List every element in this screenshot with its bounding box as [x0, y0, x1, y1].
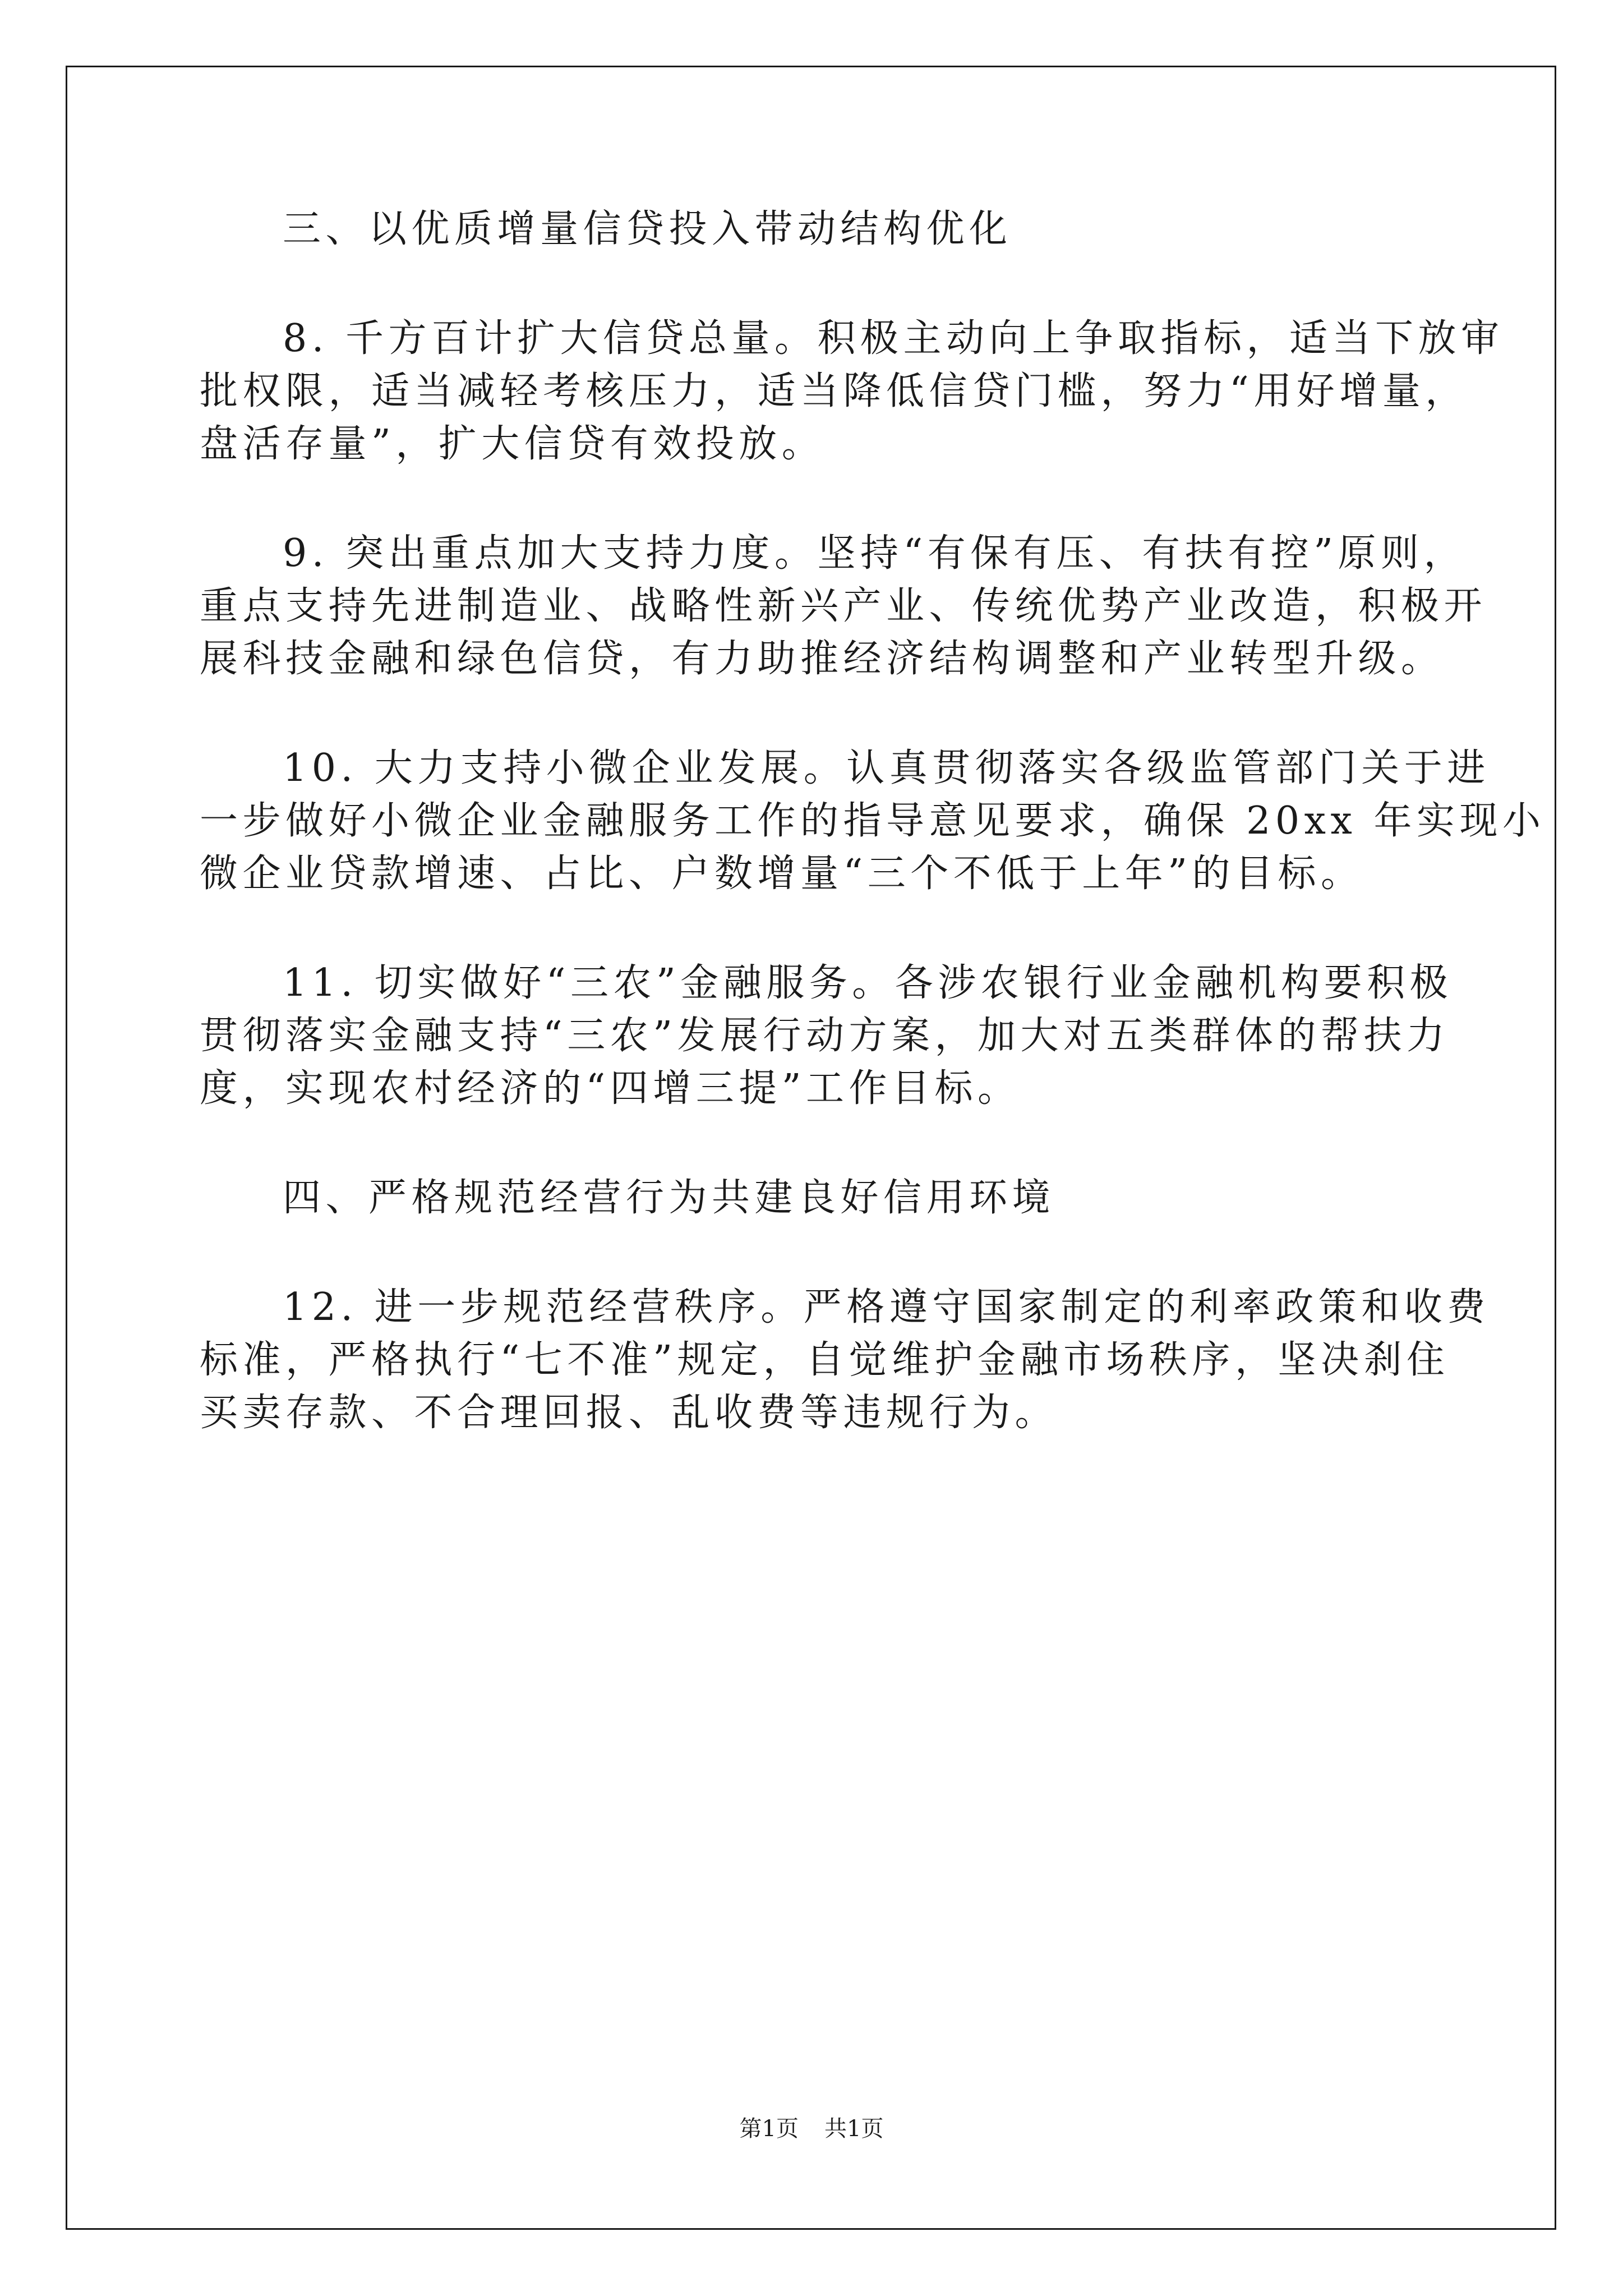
paragraph — [200, 312, 1504, 471]
page-number: 第1页 — [739, 2116, 799, 2142]
text-line: 8. 千方百计扩大信贷总量。积极主动向上争取指标，适当下放审 — [283, 316, 1504, 361]
text-line: 四、严格规范经营行为共建良好信用环境 — [283, 1176, 1055, 1220]
paragraph — [200, 957, 1453, 1115]
text-line: 10. 大力支持小微企业发展。认真贯彻落实各级监管部门关于进 — [283, 746, 1490, 790]
text-line: 一步做好小微企业金融服务工作的指导意见要求，确保 20xx 年实现小 — [200, 799, 1546, 843]
text-line: 微企业贷款增速、占比、户数增量“三个不低于上年”的目标。 — [200, 852, 1364, 896]
text-line: 买卖存款、不合理回报、乱收费等违规行为。 — [200, 1391, 1058, 1435]
page-footer — [0, 2115, 1623, 2143]
text-line: 贯彻落实金融支持“三农”发展行动方案，加大对五类群体的帮扶力 — [200, 1014, 1450, 1058]
text-line: 三、以优质增量信贷投入带动结构优化 — [283, 207, 1012, 251]
text-line: 重点支持先进制造业、战略性新兴产业、传统优势产业改造，积极开 — [200, 584, 1487, 628]
section-heading — [200, 203, 1433, 256]
text-line: 9. 突出重点加大支持力度。坚持“有保有压、有扶有控”原则， — [283, 531, 1467, 576]
page-total: 共1页 — [824, 2116, 884, 2142]
text-line: 展科技金融和绿色信贷，有力助推经济结构调整和产业转型升级。 — [200, 637, 1444, 681]
section-heading — [200, 1172, 1433, 1225]
text-line: 标准，严格执行“七不准”规定，自觉维护金融市场秩序，坚决刹住 — [200, 1338, 1450, 1382]
text-line: 度，实现农村经济的“四增三提”工作目标。 — [200, 1066, 1021, 1111]
paragraph — [200, 742, 1546, 900]
text-line: 盘活存量”，扩大信贷有效投放。 — [200, 422, 825, 466]
paragraph — [200, 1281, 1490, 1439]
paragraph — [200, 527, 1487, 685]
text-line: 12. 进一步规范经营秩序。严格遵守国家制定的利率政策和收费 — [283, 1285, 1490, 1329]
document-body — [200, 203, 1546, 1439]
text-line: 批权限，适当减轻考核压力，适当降低信贷门槛，努力“用好增量， — [200, 369, 1468, 413]
text-line: 11. 切实做好“三农”金融服务。各涉农银行业金融机构要积极 — [283, 961, 1453, 1005]
